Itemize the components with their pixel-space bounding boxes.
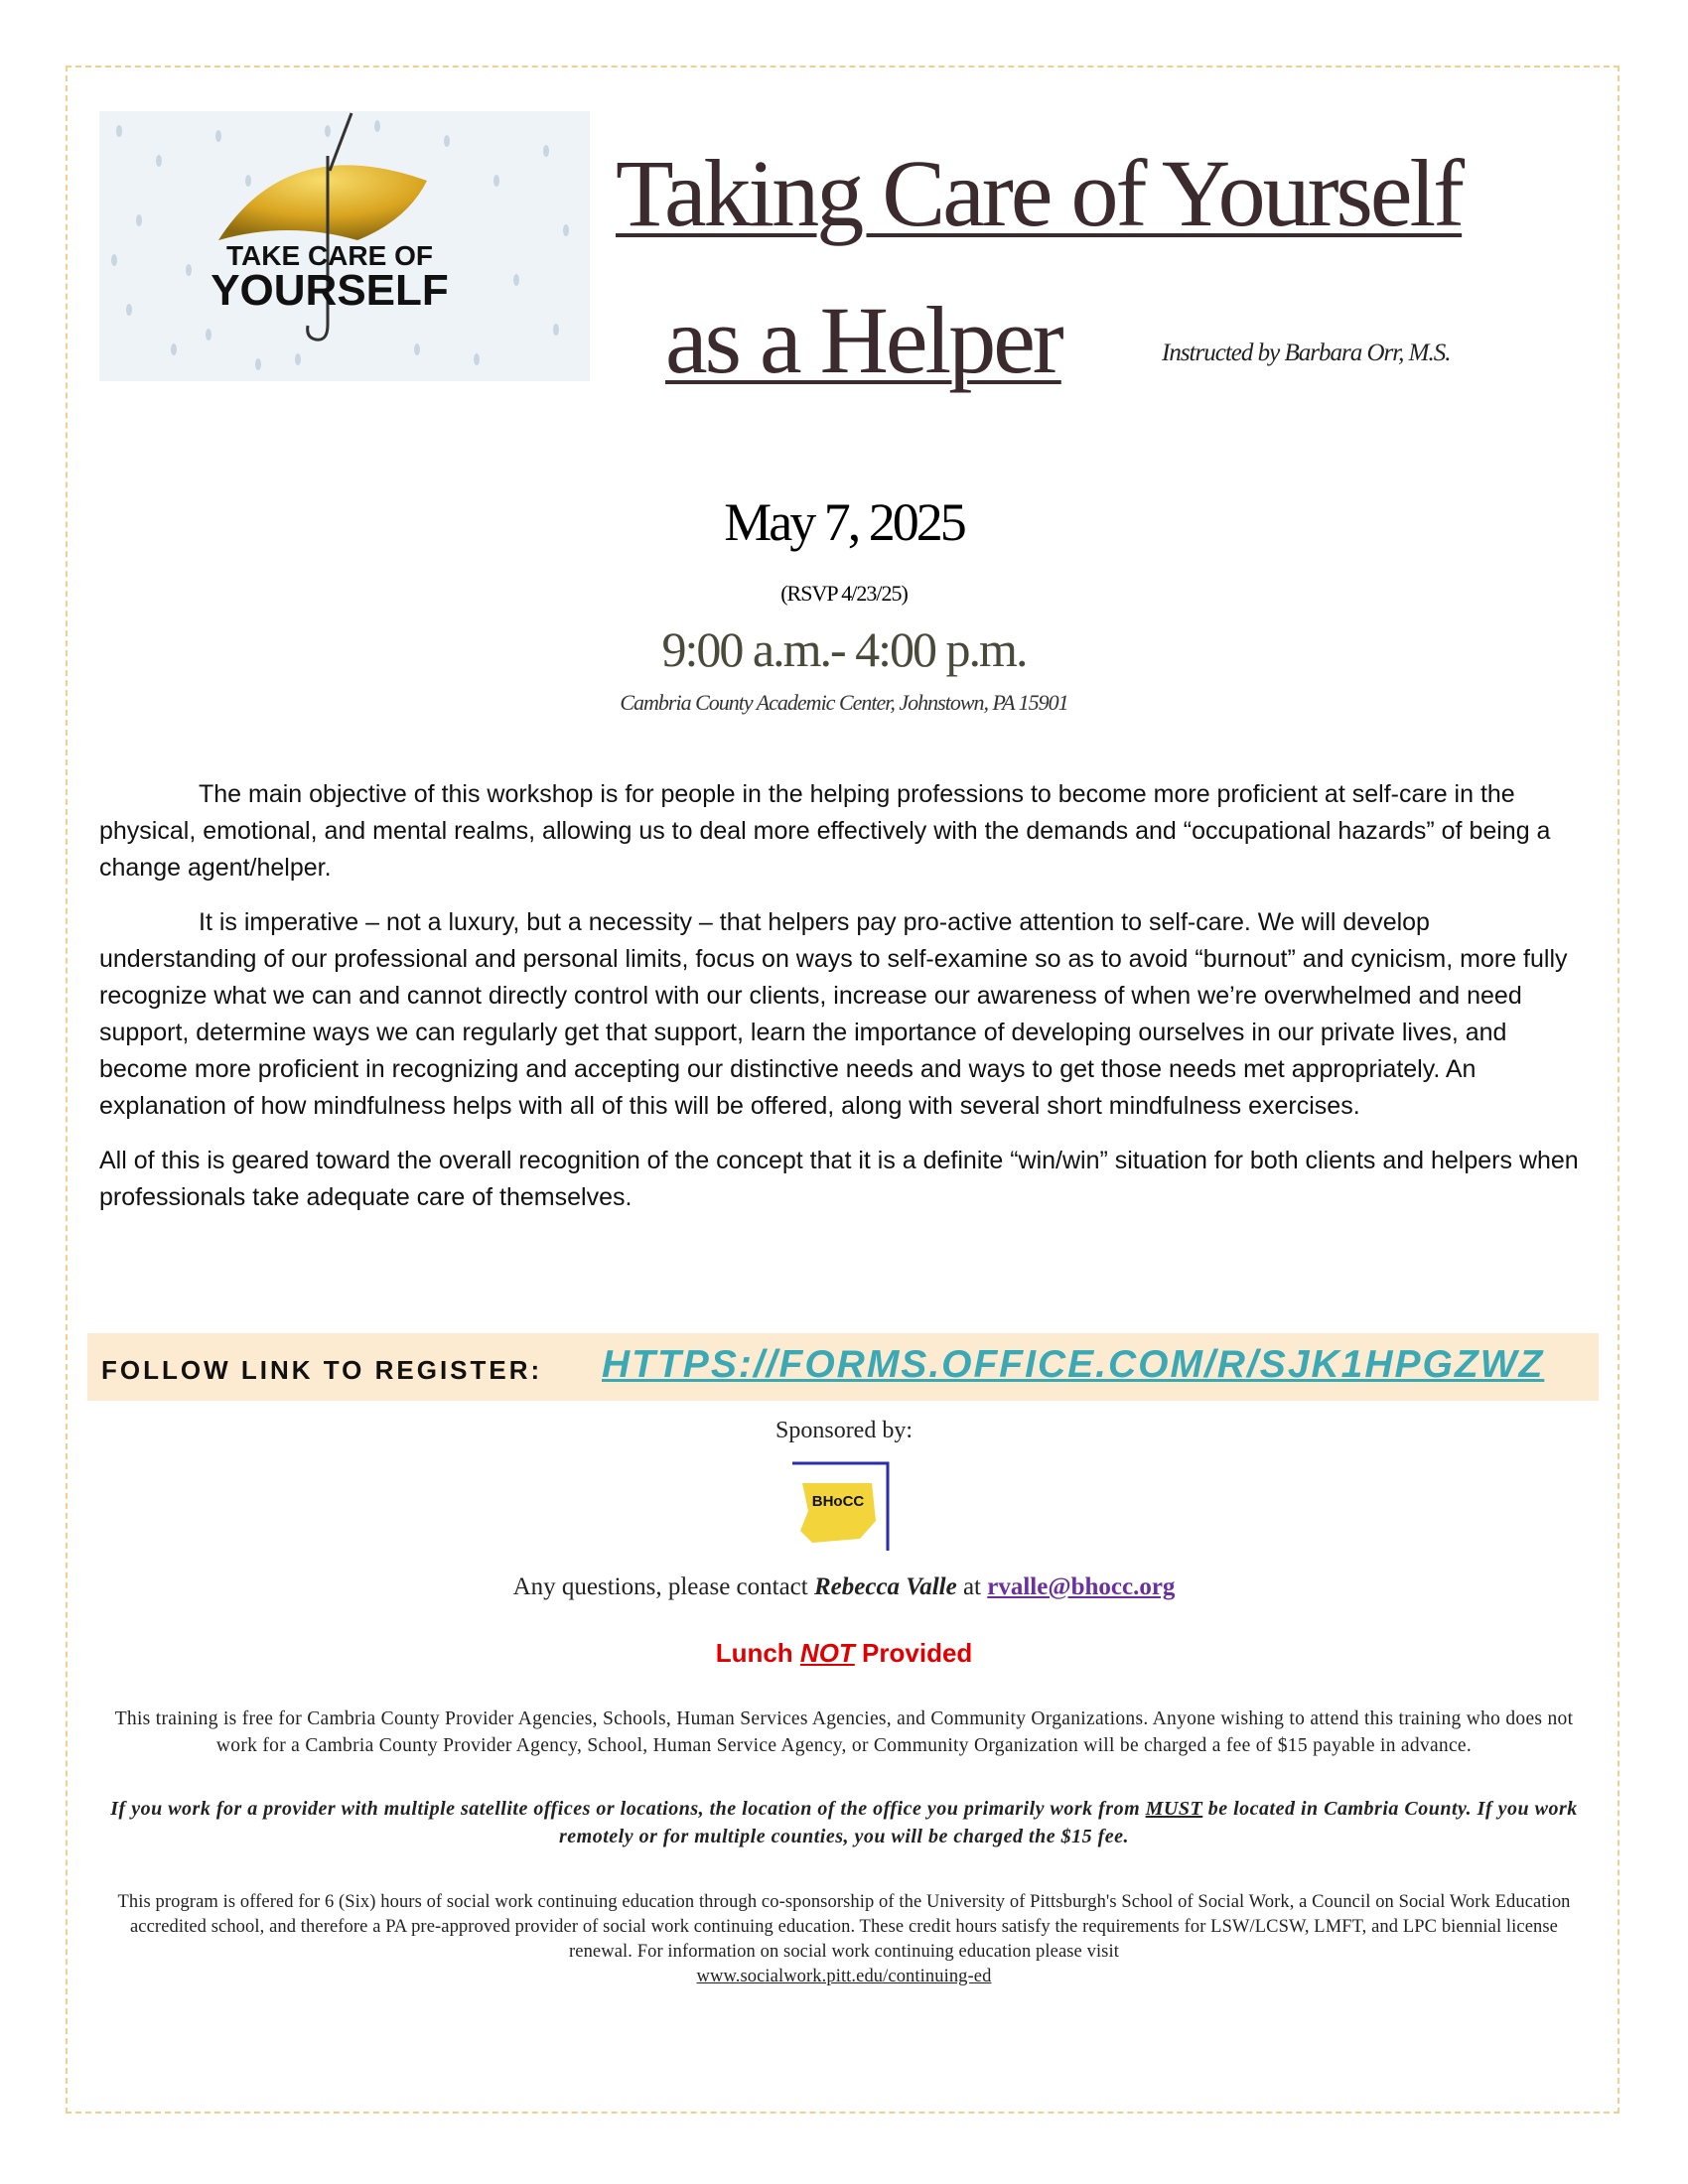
satellite-post: be located in Cambria County. If you work remotely or for multiple counties, you will be charged the $15 fee. (558, 1798, 1578, 1847)
event-location: Cambria County Academic Center, Johnstown, PA 15901 (620, 690, 1068, 715)
title-line-2 (665, 286, 1101, 395)
rsvp-date: (RSVP 4/23/25) (780, 581, 908, 606)
lunch-not: NOT (799, 1638, 855, 1668)
paragraph-details: It is imperative – not a luxury, but a necessity – that helpers pay pro-active attention to self-care. We will develop understanding of our professional and personal limits, focus on ways to self-examine so as to avoid “burnout” and cynicism, more fully recognize what we can and cannot directly control with our clients, increase our awareness of when we’re overwhelmed and need support, determine ways we can regularly get that support, learn the importance of developing ourselves in our private lives, and become more proficient in recognizing and accepting our distinctive needs and ways to get those needs met appropriately. An explanation of how mindfulness helps with all of this will be offered, along with several short mindfulness exercises. (99, 908, 1568, 1120)
title-line-2-text: as a Helper (665, 287, 1061, 393)
satellite-pre: If you work for a provider with multiple satellite offices or locations, the location of the office you primarily work from (110, 1798, 1141, 1820)
contact-prefix: Any questions, please contact (512, 1573, 808, 1600)
svg-text:BHoCC: BHoCC (811, 1493, 865, 1510)
contact-line (0, 1573, 1688, 1601)
svg-text:YOURSELF: YOURSELF (211, 266, 449, 315)
event-time: 9:00 a.m.- 4:00 p.m. (661, 621, 1027, 677)
event-date: May 7, 2025 (724, 492, 964, 552)
register-label: FOLLOW LINK TO REGISTER: (101, 1355, 543, 1385)
take-care-logo (99, 111, 590, 381)
register-link[interactable]: HTTPS://FORMS.OFFICE.COM/R/SJK1HPGZWZ (602, 1343, 1545, 1386)
bhocc-logo (790, 1461, 890, 1553)
bhocc-logo-icon (790, 1461, 890, 1553)
contact-name: Rebecca Valle (813, 1573, 957, 1600)
fee-notice: This training is free for Cambria County Provider Agencies, Schools, Human Services Agencies, and Community Organizations. Anyone wishing to attend this training who does not work for a Cambria County Provider Agency, School, Human Service Agency, or Community Organization will be charged a fee of $15 payable in advance. (114, 1708, 1574, 1756)
satellite-must: MUST (1145, 1798, 1203, 1820)
svg-text:TAKE CARE OF: TAKE CARE OF (226, 240, 433, 271)
ce-text: This program is offered for 6 (Six) hours of social work continuing education through co-sponsorship of the University of Pittsburgh's School of Social Work, a Council on Social Work Education accredited school, and therefore a PA pre-approved provider of social work continuing education. These credit hours satisfy the requirements for LSW/LCSW, LMFT, and LPC biennial license renewal. For information on social work continuing education please visit (117, 1892, 1571, 1962)
title-line-1: Taking Care of Yourself (616, 140, 1463, 246)
contact-at: at (962, 1573, 981, 1600)
instructor: Instructed by Barbara Orr, M.S. (1162, 340, 1451, 366)
description (99, 776, 1589, 1234)
ce-url-link[interactable]: www.socialwork.pitt.edu/continuing-ed (696, 1967, 992, 1986)
paragraph-objective: The main objective of this workshop is for people in the helping professions to become more proficient at self-care in the physical, emotional, and mental realms, allowing us to deal more effectively with the demands and “occupational hazards” of being a change agent/helper. (99, 780, 1551, 882)
lunch-notice (0, 1638, 1688, 1669)
sponsored-by: Sponsored by: (775, 1418, 913, 1443)
contact-email-link[interactable]: rvalle@bhocc.org (987, 1573, 1176, 1600)
paragraph-summary: All of this is geared toward the overall recognition of the concept that it is a definite “win/win” situation for both clients and helpers when professionals take adequate care of themselves. (99, 1147, 1579, 1211)
register-banner (87, 1333, 1599, 1401)
lunch-pre: Lunch (715, 1638, 793, 1668)
ce-notice (99, 1890, 1589, 1989)
satellite-notice (99, 1795, 1589, 1850)
umbrella-icon (99, 111, 590, 381)
lunch-post: Provided (862, 1638, 973, 1668)
